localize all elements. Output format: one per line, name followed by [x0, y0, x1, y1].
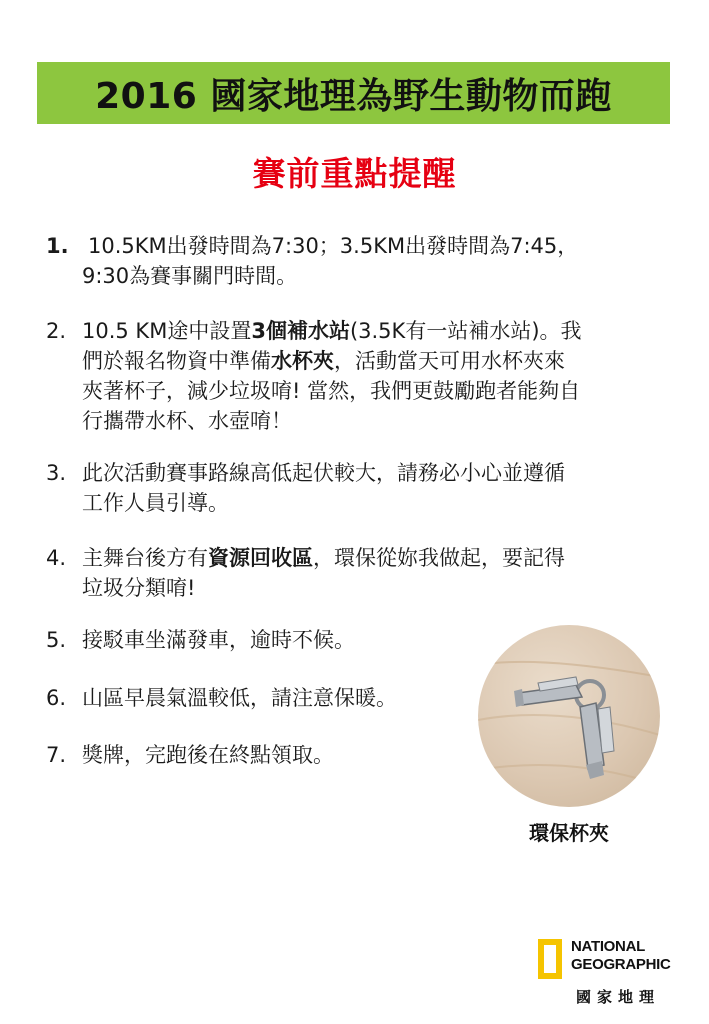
- item-text: 垃圾分類唷!: [82, 576, 196, 600]
- photo-caption: 環保杯夾: [529, 821, 609, 845]
- yellow-border-icon: [538, 939, 562, 979]
- item-text: 10.5 KM途中設置3個補水站(3.5K有一站補水站)。我: [82, 319, 582, 343]
- item-number: 2.: [46, 319, 67, 343]
- list-item: [46, 543, 565, 603]
- list-item: [46, 625, 355, 655]
- item-text: 獎牌，完跑後在終點領取。: [82, 743, 334, 767]
- section-subtitle: 賽前重點提醒: [252, 154, 457, 193]
- highlight-text: 資源回收區: [208, 546, 313, 570]
- item-text: 工作人員引導。: [82, 491, 229, 515]
- item-text: 行攜帶水杯、水壺唷！: [82, 409, 292, 433]
- item-text: 10.5KM出發時間為7:30；3.5KM出發時間為7:45，: [88, 234, 579, 258]
- item-number: 5.: [46, 628, 67, 652]
- logo-line-1: NATIONAL: [571, 938, 645, 955]
- item-text: 山區早晨氣溫較低，請注意保暖。: [82, 686, 397, 710]
- cup-clip-photo: [478, 625, 660, 807]
- list-item: [46, 231, 578, 291]
- list-item: [46, 316, 582, 436]
- logo-chinese: 國家地理: [576, 988, 661, 1006]
- list-item: [46, 740, 334, 770]
- item-text: 主舞台後方有資源回收區，環保從妳我做起，要記得: [82, 546, 565, 570]
- item-text: 此次活動賽事路線高低起伏較大，請務必小心並遵循: [82, 461, 565, 485]
- item-number: 6.: [46, 686, 67, 710]
- title-banner: [37, 62, 670, 124]
- item-text: 接駁車坐滿發車，逾時不候。: [82, 628, 355, 652]
- highlight-text: 水杯夾: [271, 349, 334, 373]
- item-number: 3.: [46, 461, 67, 485]
- list-item: [46, 683, 397, 713]
- item-text: 夾著杯子，減少垃圾唷! 當然，我們更鼓勵跑者能夠自: [82, 379, 581, 403]
- cup-clip-icon: [478, 625, 660, 807]
- item-number: 1.: [46, 234, 69, 258]
- page-title: 2016 國家地理為野生動物而跑: [95, 75, 612, 117]
- logo-line-2: GEOGRAPHIC: [571, 956, 671, 973]
- item-text: 9:30為賽事關門時間。: [82, 264, 298, 288]
- item-number: 7.: [46, 743, 67, 767]
- item-number: 4.: [46, 546, 67, 570]
- list-item: [46, 458, 565, 518]
- highlight-text: 3個補水站: [251, 319, 350, 343]
- item-text: 們於報名物資中準備水杯夾，活動當天可用水杯夾來: [82, 349, 565, 373]
